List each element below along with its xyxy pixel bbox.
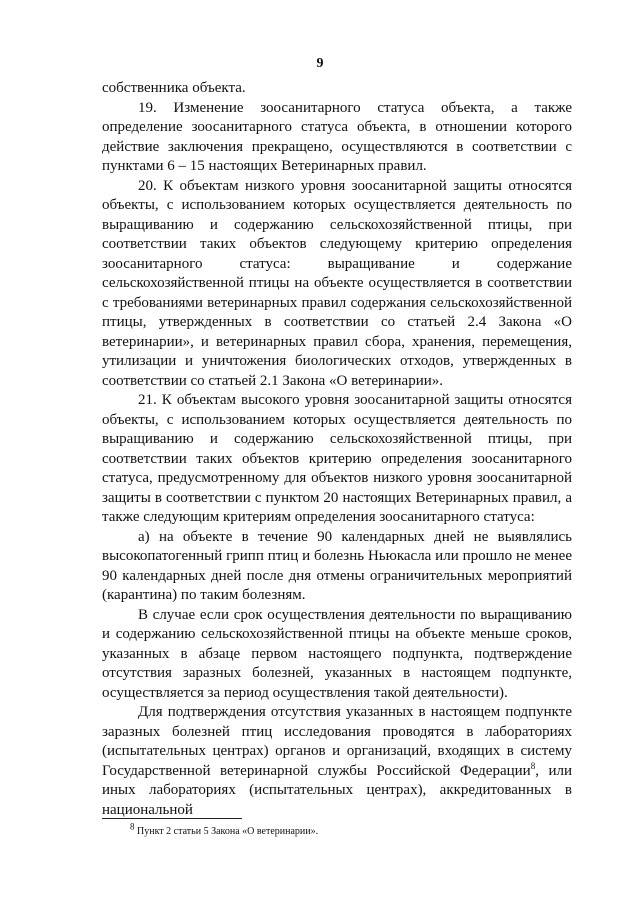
paragraph-19: 19. Изменение зоосанитарного статуса объекта, а также определение зоосанитарного статуса объекта, в отношении которого действие заключения прекращено, осуществляются в соответствии с пунктами 6 – 15 настоящих Ветеринарных правил. [102, 99, 572, 174]
paragraph-20: 20. К объектам низкого уровня зоосанитарной защиты относятся объекты, с использованием которых осуществляется деятельность по выращиванию и содержанию сельскохозяйственной птицы, при соответствии таких объектов следующему критерию определения зоосанитарного статуса: выращивание и содержание сельскохозяйственной птицы на объекте осуществляется в соответствии с требованиями ветеринарных правил содержания сельскохозяйственной птицы, утвержденных в соответствии со статьей 2.4 Закона «О ветеринарии», и ветеринарных правил сбора, хранения, перемещения, утилизации и уничтожения биологических отходов, утвержденных в соответствии со статьей 2.1 Закона «О ветеринарии». [102, 177, 572, 389]
footnote [130, 821, 319, 838]
footnote-divider [102, 818, 242, 819]
footnote-reference: 8 [530, 760, 536, 771]
paragraph-21: 21. К объектам высокого уровня зоосанитарной защиты относятся объекты, с использованием которых осуществляется деятельность по выращиванию и содержанию сельскохозяйственной птицы, при соответствии таких объектов критерию определения зоосанитарного статуса, предусмотренному для объектов низкого уровня зоосанитарной защиты в соответствии с пунктом 20 настоящих Ветеринарных правил, а также следующим критериям определения зоосанитарного статуса: [102, 392, 572, 525]
paragraph-laboratory-confirmation [102, 703, 572, 820]
document-body [102, 79, 572, 820]
confirmation-text-start: Для подтверждения отсутствия указанных в настоящем подпункте заразных болезней птиц исследования проводятся в лабораториях (испытательных центрах) органов и организаций, входящих в систему Государственной ветеринарной службы Российской Федерации [102, 704, 572, 779]
page-number: 9 [316, 56, 324, 71]
paragraph-short-period: В случае если срок осуществления деятельности по выращиванию и содержанию сельскохозяйственной птицы на объекте меньше сроков, указанных в абзаце первом настоящего подпункта, подтверждение отсутствия заразных болезней, указанных в настоящем подпункте, осуществляется за период осуществления такой деятельности). [102, 606, 572, 701]
footnote-text: Пункт 2 статьи 5 Закона «О ветеринарии». [134, 826, 319, 837]
confirmation-text-end: , или иных лабораториях (испытательных центрах), аккредитованных в национальной [102, 762, 572, 818]
paragraph-continuation: собственника объекта. [102, 80, 246, 96]
paragraph-21-item-a: а) на объекте в течение 90 календарных дней не выявлялись высокопатогенный грипп птиц и болезнь Ньюкасла или прошло не менее 90 календарных дней после дня отмены ограничительных мероприятий (карантина) по таким болезням. [102, 528, 572, 603]
footnote-marker: 8 [130, 821, 135, 832]
